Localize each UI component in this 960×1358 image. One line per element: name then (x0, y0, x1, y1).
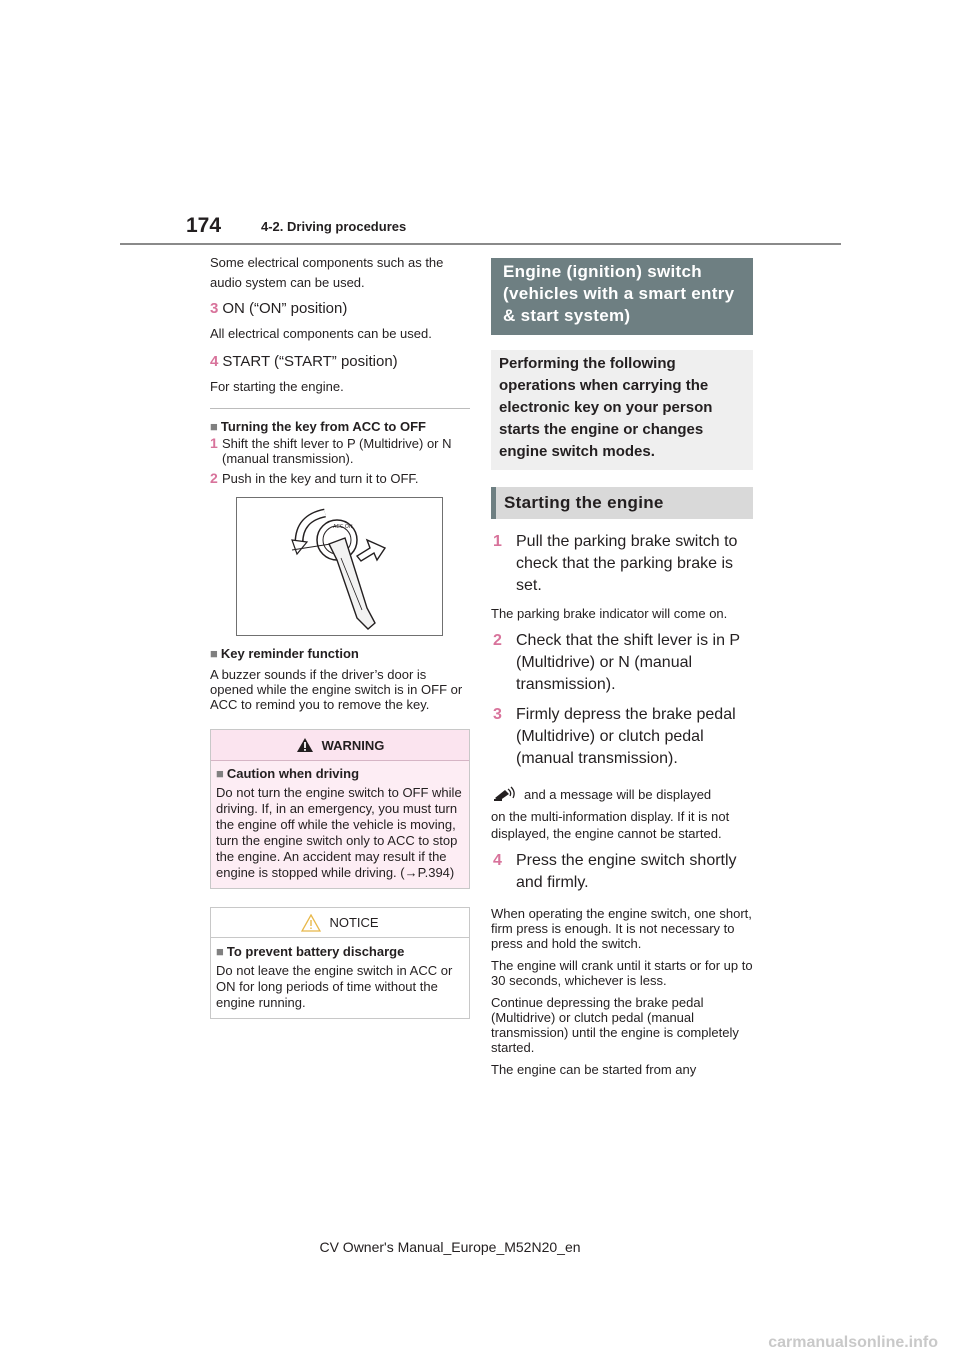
caution-triangle-icon (301, 914, 321, 932)
subheading-title: Starting the engine (504, 493, 664, 512)
square-bullet-icon: ■ (210, 646, 218, 661)
note-paragraph: Continue depressing the brake pedal (Multidrive) or clutch pedal (manual transmission) until the engine is completely started. (491, 995, 739, 1055)
section-title: 4-2. Driving procedures (261, 219, 407, 234)
warning-subtitle (216, 766, 464, 781)
svg-text:ACC ON: ACC ON (333, 524, 353, 530)
warning-box (210, 729, 470, 889)
step-number: 1 (210, 435, 218, 451)
step-start (210, 352, 470, 372)
step-text: Firmly depress the brake pedal (Multidrive) or clutch pedal (manual transmission). (516, 706, 736, 767)
step-number: 3 (210, 300, 219, 317)
list-item (491, 850, 753, 894)
step-number: 2 (493, 632, 502, 649)
square-bullet-icon: ■ (216, 944, 224, 959)
page-number: 174 (186, 214, 222, 237)
key-reminder-title: Key reminder function (220, 646, 359, 661)
note-paragraph: The engine can be started from any (491, 1062, 697, 1077)
notice-text: Do not leave the engine switch in ACC or ON for long periods of time without the engine running. (216, 963, 453, 1010)
key-cylinder-icon (237, 498, 442, 635)
list-item (210, 436, 470, 466)
step-title: START (“START” position) (222, 353, 398, 370)
right-column (491, 258, 753, 1084)
step-text: Check that the shift lever is in P (Multidrive) or N (manual transmission). (516, 632, 740, 693)
divider (210, 408, 470, 409)
step-text: Press the engine switch shortly and firmly. (516, 852, 737, 891)
step-text: Push in the key and turn it to OFF. (222, 471, 419, 486)
key-reminder-heading (210, 646, 470, 661)
step-number: 4 (210, 353, 219, 370)
warning-body (211, 761, 469, 888)
header-rule (120, 243, 841, 245)
section-heading: Engine (ignition) switch (vehicles with a smart entry & start system) (491, 258, 753, 335)
watermark: carmanualsonline.info (768, 1334, 938, 1351)
turning-key-heading (210, 419, 470, 434)
key-reminder-text: A buzzer sounds if the driver’s door is opened while the engine switch is in OFF or ACC to remind you to remove the key. (210, 667, 463, 712)
note-paragraph: The engine will crank until it starts or for up to 30 seconds, whichever is less. (491, 958, 753, 988)
warning-subtitle-text: Caution when driving (226, 766, 360, 781)
warning-text: Do not turn the engine switch to OFF while driving. If, in an emergency, you must turn the engine off while the vehicle is moving, turn the engine switch only to ACC to stop the engine. An accident may result if the engine is stopped while driving. (→P.394) (216, 785, 462, 880)
step-on-desc: All electrical components can be used. (210, 326, 432, 341)
step-number: 2 (210, 470, 218, 486)
list-item (210, 471, 470, 486)
notice-body (211, 938, 469, 1018)
step-start-desc: For starting the engine. (210, 379, 344, 394)
notice-box (210, 907, 470, 1019)
step-number: 3 (493, 706, 502, 723)
turning-key-title: Turning the key from ACC to OFF (220, 419, 426, 434)
step-number: 1 (493, 533, 502, 550)
step-text: Pull the parking brake switch to check that the parking brake is set. (516, 533, 738, 594)
notice-header (211, 908, 469, 938)
left-column (210, 252, 470, 1019)
subheading-bar (491, 487, 753, 519)
notice-subtitle-text: To prevent battery discharge (226, 944, 405, 959)
warning-triangle-icon (296, 737, 314, 753)
indicator-note-cont: on the multi-information display. If it is not displayed, the engine cannot be started. (491, 809, 730, 841)
list-item (491, 531, 753, 597)
step-on (210, 299, 470, 319)
indicator-note-text: and a message will be displayed (524, 787, 712, 802)
notice-label: NOTICE (329, 915, 379, 930)
highlight-box: Performing the following operations when carrying the electronic key on your person starts the engine or changes engine switch modes. (491, 350, 753, 470)
step-title: ON (“ON” position) (222, 300, 348, 317)
indicator-note (491, 786, 753, 803)
warning-label: WARNING (321, 737, 385, 753)
step-text: Shift the shift lever to P (Multidrive) or N (manual transmission). (222, 436, 452, 466)
step-note: The parking brake indicator will come on. (491, 606, 728, 621)
key-turn-illustration (236, 497, 443, 636)
note-paragraph: When operating the engine switch, one short, firm press is enough. It is not necessary to press and hold the switch. (491, 906, 752, 951)
step-number: 4 (493, 852, 502, 869)
list-item (491, 630, 753, 696)
footer-text: CV Owner's Manual_Europe_M52N20_en (319, 1239, 581, 1255)
key-indicator-icon (491, 786, 521, 802)
footer (0, 1239, 960, 1255)
warning-header (211, 730, 469, 761)
notice-subtitle (216, 944, 464, 959)
list-item (491, 704, 753, 770)
intro-text: Some electrical components such as the audio system can be used. (210, 255, 444, 290)
square-bullet-icon: ■ (210, 419, 218, 434)
square-bullet-icon: ■ (216, 766, 224, 781)
